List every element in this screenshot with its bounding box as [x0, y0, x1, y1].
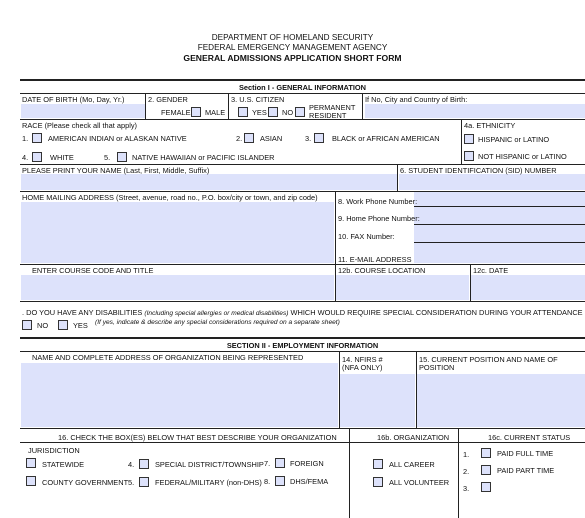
federal-military-checkbox[interactable]	[139, 477, 149, 487]
organization-label: NAME AND COMPLETE ADDRESS OF ORGANIZATION BEING REPRESENTED	[32, 353, 304, 362]
gender-label: 2. GENDER	[148, 95, 188, 104]
divider	[339, 351, 340, 428]
check-boxes-label: 16. CHECK THE BOX(ES) BELOW THAT BEST DESCRIBE YOUR ORGANIZATION	[58, 433, 337, 442]
dhs-fema-label: DHS/FEMA	[290, 477, 329, 486]
rule	[20, 442, 585, 443]
city-country-label: If No, City and Country of Birth:	[365, 95, 468, 104]
course-code-label: ENTER COURSE CODE AND TITLE	[32, 266, 154, 275]
agency-title: FEDERAL EMERGENCY MANAGEMENT AGENCY	[197, 43, 388, 52]
rule	[414, 206, 585, 207]
race-checkbox-1[interactable]	[32, 133, 42, 143]
race-label-4: WHITE	[50, 153, 74, 162]
divider	[470, 264, 471, 301]
rule	[20, 428, 585, 429]
statewide-label: STATEWIDE	[42, 460, 85, 469]
organization-type-label: 16b. ORGANIZATION	[377, 433, 450, 442]
date-label: 12c. DATE	[473, 266, 509, 275]
all-volunteer-checkbox[interactable]	[373, 477, 383, 487]
county-government-checkbox[interactable]	[26, 476, 36, 486]
resident-label: RESIDENT	[309, 111, 347, 120]
race-checkbox-4[interactable]	[32, 152, 42, 162]
federal-military-label: FEDERAL/MILITARY (non-DHS)	[155, 478, 262, 487]
permanent-label: PERMANENT	[309, 103, 356, 112]
num-7: 7.	[264, 459, 271, 468]
race-label-3: BLACK or AFRICAN AMERICAN	[332, 134, 440, 143]
race-num-5: 5.	[104, 153, 111, 162]
city-country-field[interactable]	[365, 104, 585, 118]
race-label-1: AMERICAN INDIAN or ALASKAN NATIVE	[48, 134, 187, 143]
sid-field[interactable]	[399, 174, 585, 190]
rule	[414, 242, 585, 243]
male-label: MALE	[205, 108, 226, 117]
dob-label: DATE OF BIRTH (Mo, Day, Yr.)	[22, 95, 125, 104]
num-8: 8.	[264, 477, 271, 486]
course-location-field[interactable]	[336, 275, 469, 300]
rule	[20, 264, 585, 265]
disabilities-note: (If yes, indicate & describe any special considerations required on a separate sheet)	[95, 319, 340, 326]
citizen-yes-label: YES	[252, 108, 267, 117]
section2-title: SECTION II - EMPLOYMENT INFORMATION	[226, 341, 379, 350]
disabilities-question: . DO YOU HAVE ANY DISABILITIES (Including special allergies or medical disabilities) WHICH WOULD REQUIRE SPECIAL CONSIDERATION DURING YOUR ATTENDANCE	[22, 308, 583, 317]
num-4: 4.	[128, 460, 135, 469]
not-hispanic-label: NOT HISPANIC or LATINO	[478, 152, 567, 161]
race-checkbox-5[interactable]	[117, 152, 127, 162]
name-label: PLEASE PRINT YOUR NAME (Last, First, Middle, Suffix)	[22, 166, 210, 175]
paid-full-time-label: PAID FULL TIME	[497, 449, 554, 458]
phone-fields[interactable]	[414, 192, 585, 263]
divider	[416, 351, 417, 428]
divider	[397, 164, 398, 191]
mailing-label: HOME MAILING ADDRESS (Street, avenue, road no., P.O. box/city or town, and zip code)	[22, 193, 318, 202]
rule	[414, 224, 585, 225]
county-government-label: COUNTY GOVERNMENT	[42, 478, 129, 487]
citizen-label: 3. U.S. CITIZEN	[231, 95, 285, 104]
not-hispanic-checkbox[interactable]	[464, 151, 474, 161]
foreign-checkbox[interactable]	[275, 458, 285, 468]
race-label-5: NATIVE HAWAIIAN or PACIFIC ISLANDER	[132, 153, 275, 162]
citizen-no-checkbox[interactable]	[268, 107, 278, 117]
all-career-label: ALL CAREER	[389, 460, 435, 469]
section1-title: Section I - GENERAL INFORMATION	[238, 83, 366, 92]
paid-part-time-label: PAID PART TIME	[497, 466, 555, 475]
dhs-fema-checkbox[interactable]	[275, 476, 285, 486]
position-label: 15. CURRENT POSITION AND NAME OF	[419, 355, 558, 364]
divider	[335, 264, 336, 301]
organization-field[interactable]	[21, 363, 338, 427]
permanent-resident-checkbox[interactable]	[295, 107, 305, 117]
divider	[362, 93, 363, 119]
section1-top-rule	[20, 79, 585, 81]
race-num-3: 3.	[305, 134, 312, 143]
name-field[interactable]	[21, 174, 397, 190]
nfa-only-label: (NFA ONLY)	[342, 363, 383, 372]
paid-full-time-checkbox[interactable]	[481, 448, 491, 458]
hispanic-checkbox[interactable]	[464, 134, 474, 144]
race-num-4: 4.	[22, 153, 29, 162]
section2-top-rule	[20, 337, 585, 339]
race-checkbox-3[interactable]	[314, 133, 324, 143]
special-district-checkbox[interactable]	[139, 459, 149, 469]
rule	[20, 351, 585, 352]
divider	[461, 119, 462, 164]
race-label-2: ASIAN	[260, 134, 283, 143]
status-num-1: 1.	[463, 450, 470, 459]
divider	[145, 93, 146, 119]
divider	[228, 93, 229, 119]
dob-field[interactable]	[21, 104, 145, 118]
rule	[20, 164, 585, 165]
position-field[interactable]	[417, 374, 585, 427]
disabilities-yes-checkbox[interactable]	[58, 320, 68, 330]
status-3-checkbox[interactable]	[481, 482, 491, 492]
date-field[interactable]	[471, 275, 585, 300]
female-checkbox[interactable]	[191, 107, 201, 117]
status-num-3: 3.	[463, 484, 470, 493]
race-num-1: 1.	[22, 134, 29, 143]
course-code-field[interactable]	[21, 275, 334, 300]
work-phone-label: 8. Work Phone Number:	[338, 197, 418, 206]
fax-label: 10. FAX Number:	[338, 232, 395, 241]
nfirs-label: 14. NFIRS #	[342, 355, 383, 364]
divider	[335, 191, 336, 264]
female-label: FEMALE	[161, 108, 191, 117]
rule	[20, 301, 585, 302]
race-num-2: 2.	[236, 134, 243, 143]
paid-part-time-checkbox[interactable]	[481, 465, 491, 475]
foreign-label: FOREIGN	[290, 459, 324, 468]
race-checkbox-2[interactable]	[244, 133, 254, 143]
citizen-yes-checkbox[interactable]	[238, 107, 248, 117]
sid-label: 6. STUDENT IDENTIFICATION (SID) NUMBER	[400, 166, 557, 175]
disabilities-no-label: NO	[37, 321, 49, 330]
hispanic-label: HISPANIC or LATINO	[478, 135, 550, 144]
status-num-2: 2.	[463, 467, 470, 476]
rule	[20, 119, 585, 120]
statewide-checkbox[interactable]	[26, 458, 36, 468]
race-label: RACE (Please check all that apply)	[22, 121, 138, 130]
home-phone-label: 9. Home Phone Number:	[338, 214, 420, 223]
course-location-label: 12b. COURSE LOCATION	[338, 266, 426, 275]
email-label: 11. E-MAIL ADDRESS	[338, 255, 412, 264]
ethnicity-label: 4a. ETHNICITY	[464, 121, 516, 130]
disabilities-yes-label: YES	[73, 321, 88, 330]
special-district-label: SPECIAL DISTRICT/TOWNSHIP	[155, 460, 264, 469]
citizen-no-label: NO	[282, 108, 294, 117]
num-5: 5.	[128, 478, 135, 487]
all-volunteer-label: ALL VOLUNTEER	[389, 478, 450, 487]
rule	[20, 93, 585, 94]
form-title: GENERAL ADMISSIONS APPLICATION SHORT FORM	[183, 53, 402, 63]
current-status-label: 16c. CURRENT STATUS	[488, 433, 571, 442]
nfirs-field[interactable]	[340, 374, 415, 427]
all-career-checkbox[interactable]	[373, 459, 383, 469]
disabilities-no-checkbox[interactable]	[22, 320, 32, 330]
position-label-2: POSITION	[419, 363, 455, 372]
mailing-address-field[interactable]	[21, 202, 334, 263]
jurisdiction-label: JURISDICTION	[28, 446, 80, 455]
department-title: DEPARTMENT OF HOMELAND SECURITY	[211, 33, 374, 42]
